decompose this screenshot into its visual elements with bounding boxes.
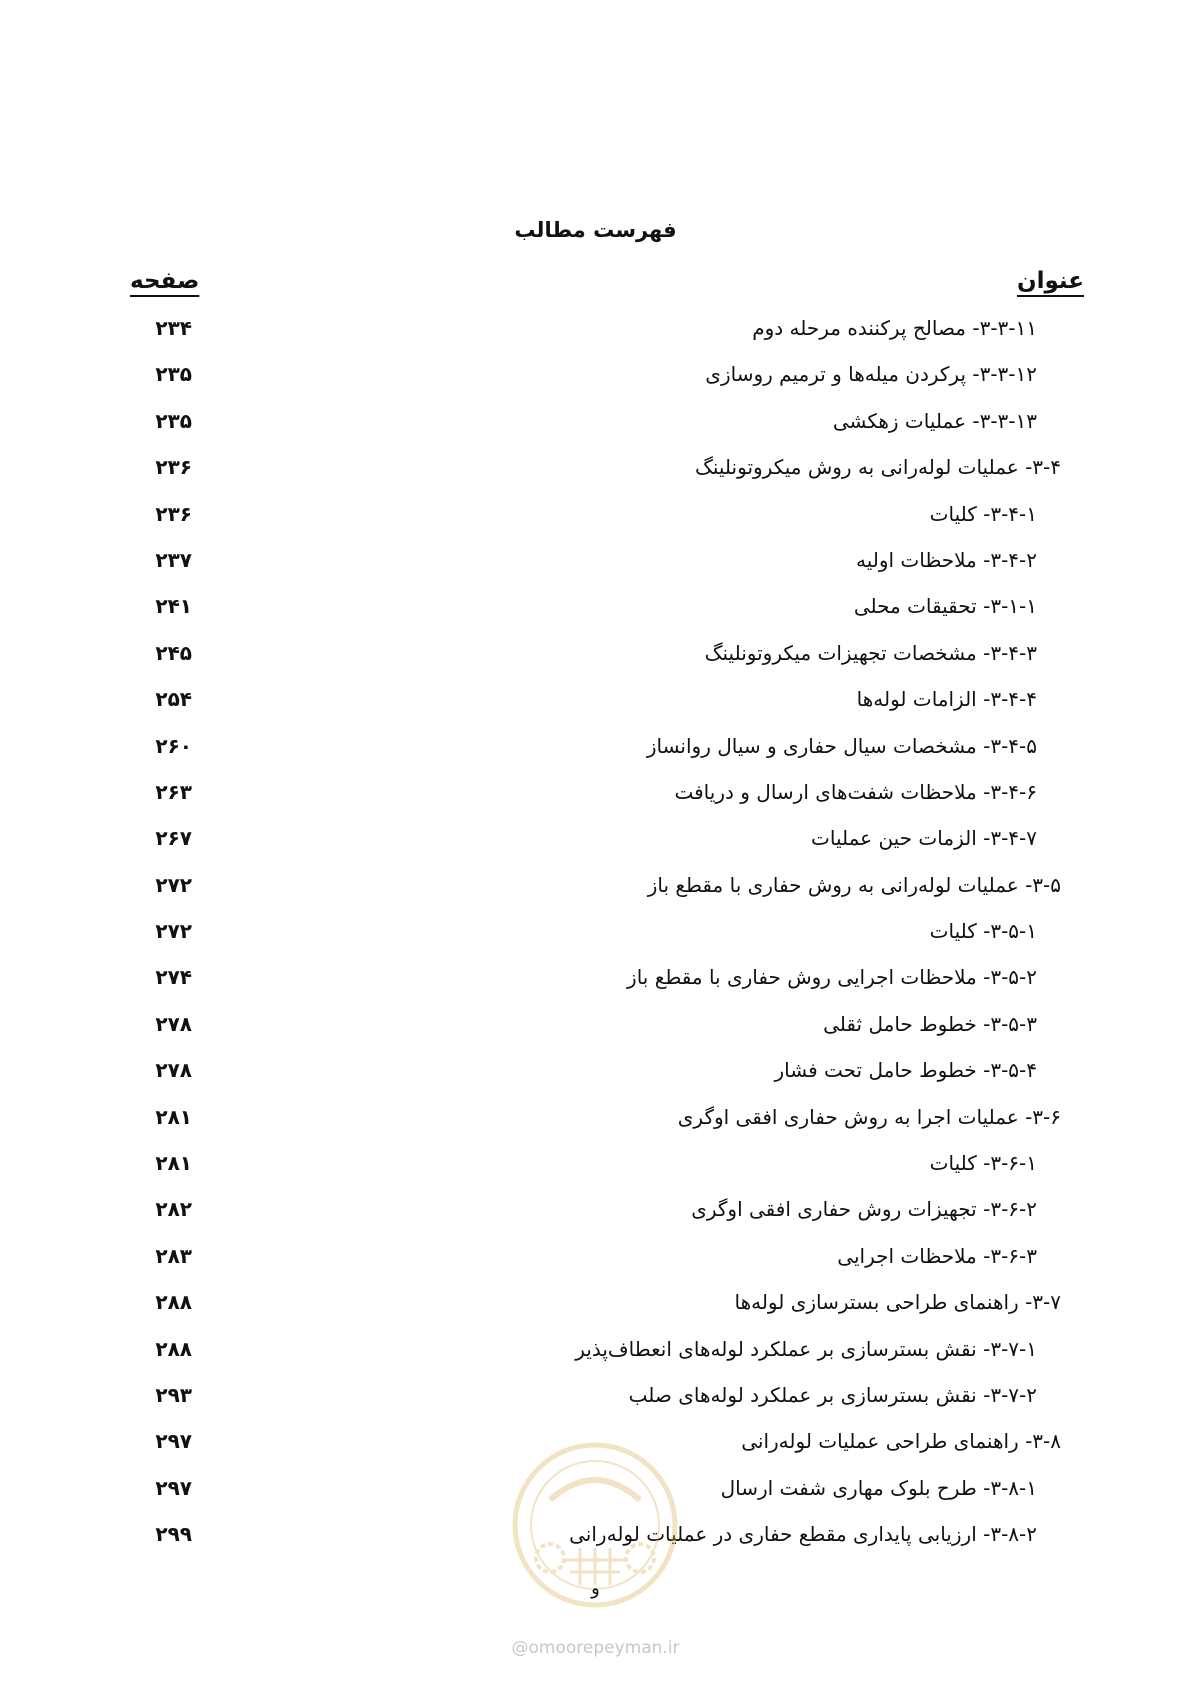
toc-entry-page: ۲۳۵ xyxy=(155,362,192,387)
toc-entry xyxy=(0,772,1191,818)
toc-entry-title: ۳-۵-۱- کلیات xyxy=(929,919,1037,944)
page-number: و xyxy=(591,1578,600,1599)
toc-entry-page: ۲۵۴ xyxy=(155,687,192,712)
toc-entry xyxy=(0,1236,1191,1282)
toc-entry xyxy=(0,633,1191,679)
toc-entry-title: ۳-۴-۱- کلیات xyxy=(929,501,1037,526)
toc-list xyxy=(0,308,1191,1561)
toc-entry xyxy=(0,1143,1191,1189)
toc-entry-page: ۲۷۴ xyxy=(155,965,192,990)
toc-entry-title: ۳-۴-۴- الزامات لوله‌ها xyxy=(856,687,1037,712)
toc-entry xyxy=(0,1375,1191,1421)
page-column-header: صفحه xyxy=(130,268,200,294)
toc-entry xyxy=(0,1189,1191,1235)
toc-entry xyxy=(0,494,1191,540)
toc-entry-page: ۲۳۴ xyxy=(155,316,192,340)
title-column-header: عنوان xyxy=(1016,268,1084,294)
toc-entry-title: ۳-۴-۷- الزمات حین عملیات xyxy=(811,826,1037,851)
toc-entry xyxy=(0,308,1191,354)
toc-entry xyxy=(0,447,1191,493)
toc-entry xyxy=(0,1004,1191,1050)
toc-entry-page: ۲۳۶ xyxy=(155,455,192,480)
toc-entry-title: ۳-۵- عملیات لوله‌رانی به روش حفاری با مقطع باز xyxy=(647,872,1061,897)
toc-entry-title: ۳-۳-۱۱- مصالح پرکننده مرحله دوم xyxy=(752,316,1037,340)
toc-entry-title: ۳-۴-۵- مشخصات سیال حفاری و سیال روانساز xyxy=(646,733,1037,758)
toc-entry-page: ۲۷۲ xyxy=(155,872,192,897)
toc-entry-page: ۲۸۱ xyxy=(155,1104,192,1129)
toc-entry-page: ۲۸۳ xyxy=(155,1243,192,1268)
toc-entry-page: ۲۹۹ xyxy=(155,1522,192,1547)
toc-entry-page: ۲۶۳ xyxy=(155,779,192,804)
toc-entry-page: ۲۸۸ xyxy=(155,1336,192,1361)
toc-entry xyxy=(0,679,1191,725)
toc-entry-page: ۲۳۶ xyxy=(155,501,192,526)
toc-entry-page: ۲۸۲ xyxy=(155,1197,192,1222)
watermark-url: @omoorepeyman.ir xyxy=(511,1638,680,1658)
toc-entry xyxy=(0,540,1191,586)
toc-entry-page: ۲۷۲ xyxy=(155,919,192,944)
toc-entry-page: ۲۷۸ xyxy=(155,1058,192,1083)
toc-entry xyxy=(0,911,1191,957)
toc-entry-title: ۳-۱-۱- تحقیقات محلی xyxy=(853,594,1037,619)
toc-entry-title: ۳-۳-۱۲- پرکردن میله‌ها و ترمیم روسازی xyxy=(705,362,1037,387)
toc-entry-page: ۲۴۱ xyxy=(155,594,192,619)
toc-entry-title: ۳-۴-۶- ملاحظات شفت‌های ارسال و دریافت xyxy=(674,779,1037,804)
toc-entry-title: ۳-۶- عملیات اجرا به روش حفاری افقی اوگری xyxy=(677,1104,1061,1129)
toc-entry xyxy=(0,1329,1191,1375)
toc-entry-page: ۲۳۵ xyxy=(155,408,192,433)
toc-entry xyxy=(0,354,1191,400)
toc-entry-page: ۲۶۰ xyxy=(155,733,192,758)
toc-entry-title: ۳-۸-۲- ارزیابی پایداری مقطع حفاری در عملیات لوله‌رانی xyxy=(569,1522,1037,1547)
page-title: فهرست مطالب xyxy=(514,218,677,242)
toc-entry-title: ۳-۴-۲- ملاحظات اولیه xyxy=(855,547,1037,572)
toc-entry xyxy=(0,1282,1191,1328)
toc-entry-title: ۳-۵-۳- خطوط حامل ثقلی xyxy=(823,1011,1037,1036)
toc-entry-title: ۳-۵-۲- ملاحظات اجرایی روش حفاری با مقطع باز xyxy=(627,965,1037,990)
toc-entry-page: ۲۹۳ xyxy=(155,1382,192,1407)
toc-entry-page: ۲۷۸ xyxy=(155,1011,192,1036)
toc-entry xyxy=(0,586,1191,632)
toc-entry-title: ۳-۶-۲- تجهیزات روش حفاری افقی اوگری xyxy=(691,1197,1037,1222)
toc-entry-page: ۲۸۱ xyxy=(155,1151,192,1176)
toc-entry-title: ۳-۴- عملیات لوله‌رانی به روش میکروتونلینگ xyxy=(694,455,1061,480)
toc-entry-page: ۲۹۷ xyxy=(155,1429,192,1454)
toc-entry xyxy=(0,401,1191,447)
toc-entry-title: ۳-۳-۱۳- عملیات زهکشی xyxy=(832,408,1037,433)
toc-entry xyxy=(0,865,1191,911)
toc-entry-title: ۳-۷-۱- نقش بسترسازی بر عملکرد لوله‌های انعطاف‌پذیر xyxy=(575,1336,1037,1361)
toc-entry xyxy=(0,1050,1191,1096)
toc-entry-title: ۳-۴-۳- مشخصات تجهیزات میکروتونلینگ xyxy=(704,640,1037,665)
toc-entry-title: ۳-۸- راهنمای طراحی عملیات لوله‌رانی xyxy=(741,1429,1061,1454)
toc-entry-page: ۲۳۷ xyxy=(155,547,192,572)
toc-entry-page: ۲۴۵ xyxy=(155,640,192,665)
toc-entry xyxy=(0,818,1191,864)
toc-entry-title: ۳-۵-۴- خطوط حامل تحت فشار xyxy=(774,1058,1037,1083)
toc-entry-title: ۳-۶-۱- کلیات xyxy=(929,1151,1037,1176)
toc-entry xyxy=(0,726,1191,772)
toc-entry-title: ۳-۸-۱- طرح بلوک مهاری شفت ارسال xyxy=(720,1475,1037,1500)
toc-entry-title: ۳-۷-۲- نقش بسترسازی بر عملکرد لوله‌های صلب xyxy=(628,1382,1037,1407)
toc-entry-title: ۳-۷- راهنمای طراحی بسترسازی لوله‌ها xyxy=(734,1290,1061,1315)
toc-entry-page: ۲۹۷ xyxy=(155,1475,192,1500)
toc-entry xyxy=(0,957,1191,1003)
toc-entry-page: ۲۶۷ xyxy=(155,826,192,851)
toc-entry xyxy=(0,1097,1191,1143)
toc-entry-title: ۳-۶-۳- ملاحظات اجرایی xyxy=(837,1243,1037,1268)
toc-entry-page: ۲۸۸ xyxy=(155,1290,192,1315)
